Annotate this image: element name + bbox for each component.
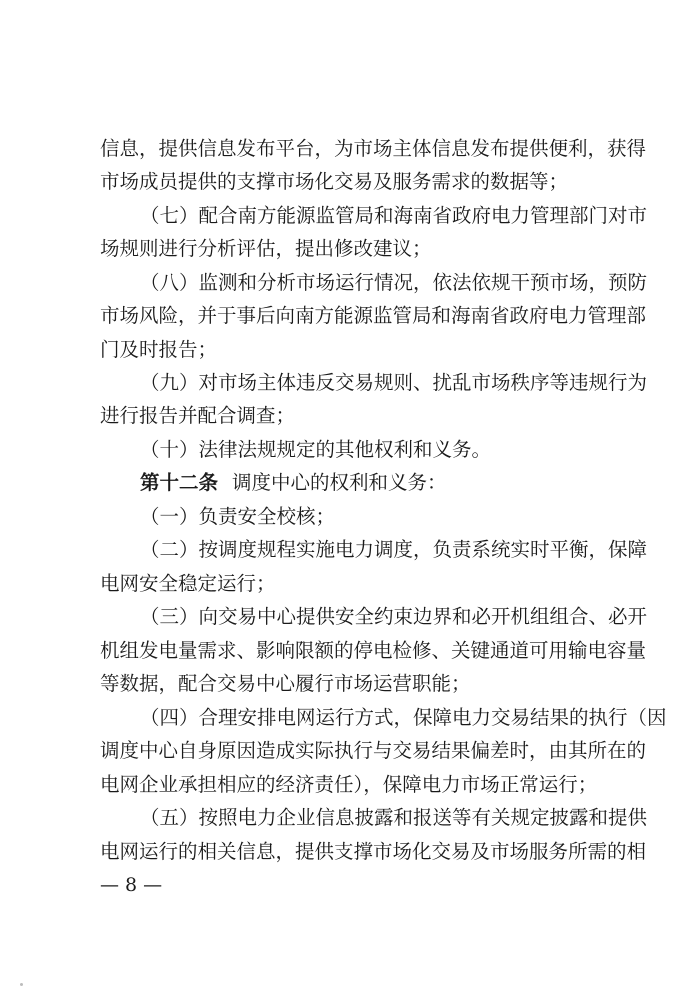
text-line: 进行报告并配合调查；	[100, 404, 296, 427]
text-line: 电网运行的相关信息，提供支撑市场化交易及市场服务所需的相	[100, 840, 647, 863]
text-line: 门及时报告；	[100, 338, 218, 361]
article-heading: 第十二条	[140, 471, 219, 494]
article-title: 调度中心的权利和义务：	[232, 471, 447, 494]
text-line: 调度中心自身原因造成实际执行与交易结果偏差时，由其所在的	[100, 739, 647, 762]
text-line: 电网企业承担相应的经济责任），保障电力市场正常运行；	[100, 773, 598, 796]
text-line: （十）法律法规规定的其他权利和义务。	[140, 438, 492, 461]
text-line: （一）负责安全校核；	[140, 505, 336, 528]
text-line: 等数据，配合交易中心履行市场运营职能；	[100, 672, 471, 695]
text-line: 机组发电量需求、影响限额的停电检修、关键通道可用输电容量	[100, 639, 647, 662]
text-line: （七）配合南方能源监管局和海南省政府电力管理部门对市	[140, 204, 648, 227]
text-line: （九）对市场主体违反交易规则、扰乱市场秩序等违规行为	[140, 371, 648, 394]
article-line	[140, 468, 610, 498]
page-number: — 8 —	[100, 874, 163, 896]
text-line: （三）向交易中心提供安全约束边界和必开机组组合、必开	[140, 605, 648, 628]
text-line: （四）合理安排电网运行方式，保障电力交易结果的执行（因	[140, 706, 667, 729]
text-line: 电网安全稳定运行；	[100, 572, 276, 595]
scan-speck	[20, 983, 23, 986]
text-line: （二）按调度规程实施电力调度，负责系统实时平衡，保障	[140, 538, 648, 561]
text-line: 场规则进行分析评估，提出修改建议；	[100, 237, 432, 260]
text-line: 市场风险，并于事后向南方能源监管局和海南省政府电力管理部	[100, 304, 647, 327]
text-line: （八）监测和分析市场运行情况，依法依规干预市场，预防	[140, 271, 648, 294]
text-line: 信息，提供信息发布平台，为市场主体信息发布提供便利，获得	[100, 137, 647, 160]
text-line: （五）按照电力企业信息披露和报送等有关规定披露和提供	[140, 806, 648, 829]
text-line: 市场成员提供的支撑市场化交易及服务需求的数据等；	[100, 170, 569, 193]
